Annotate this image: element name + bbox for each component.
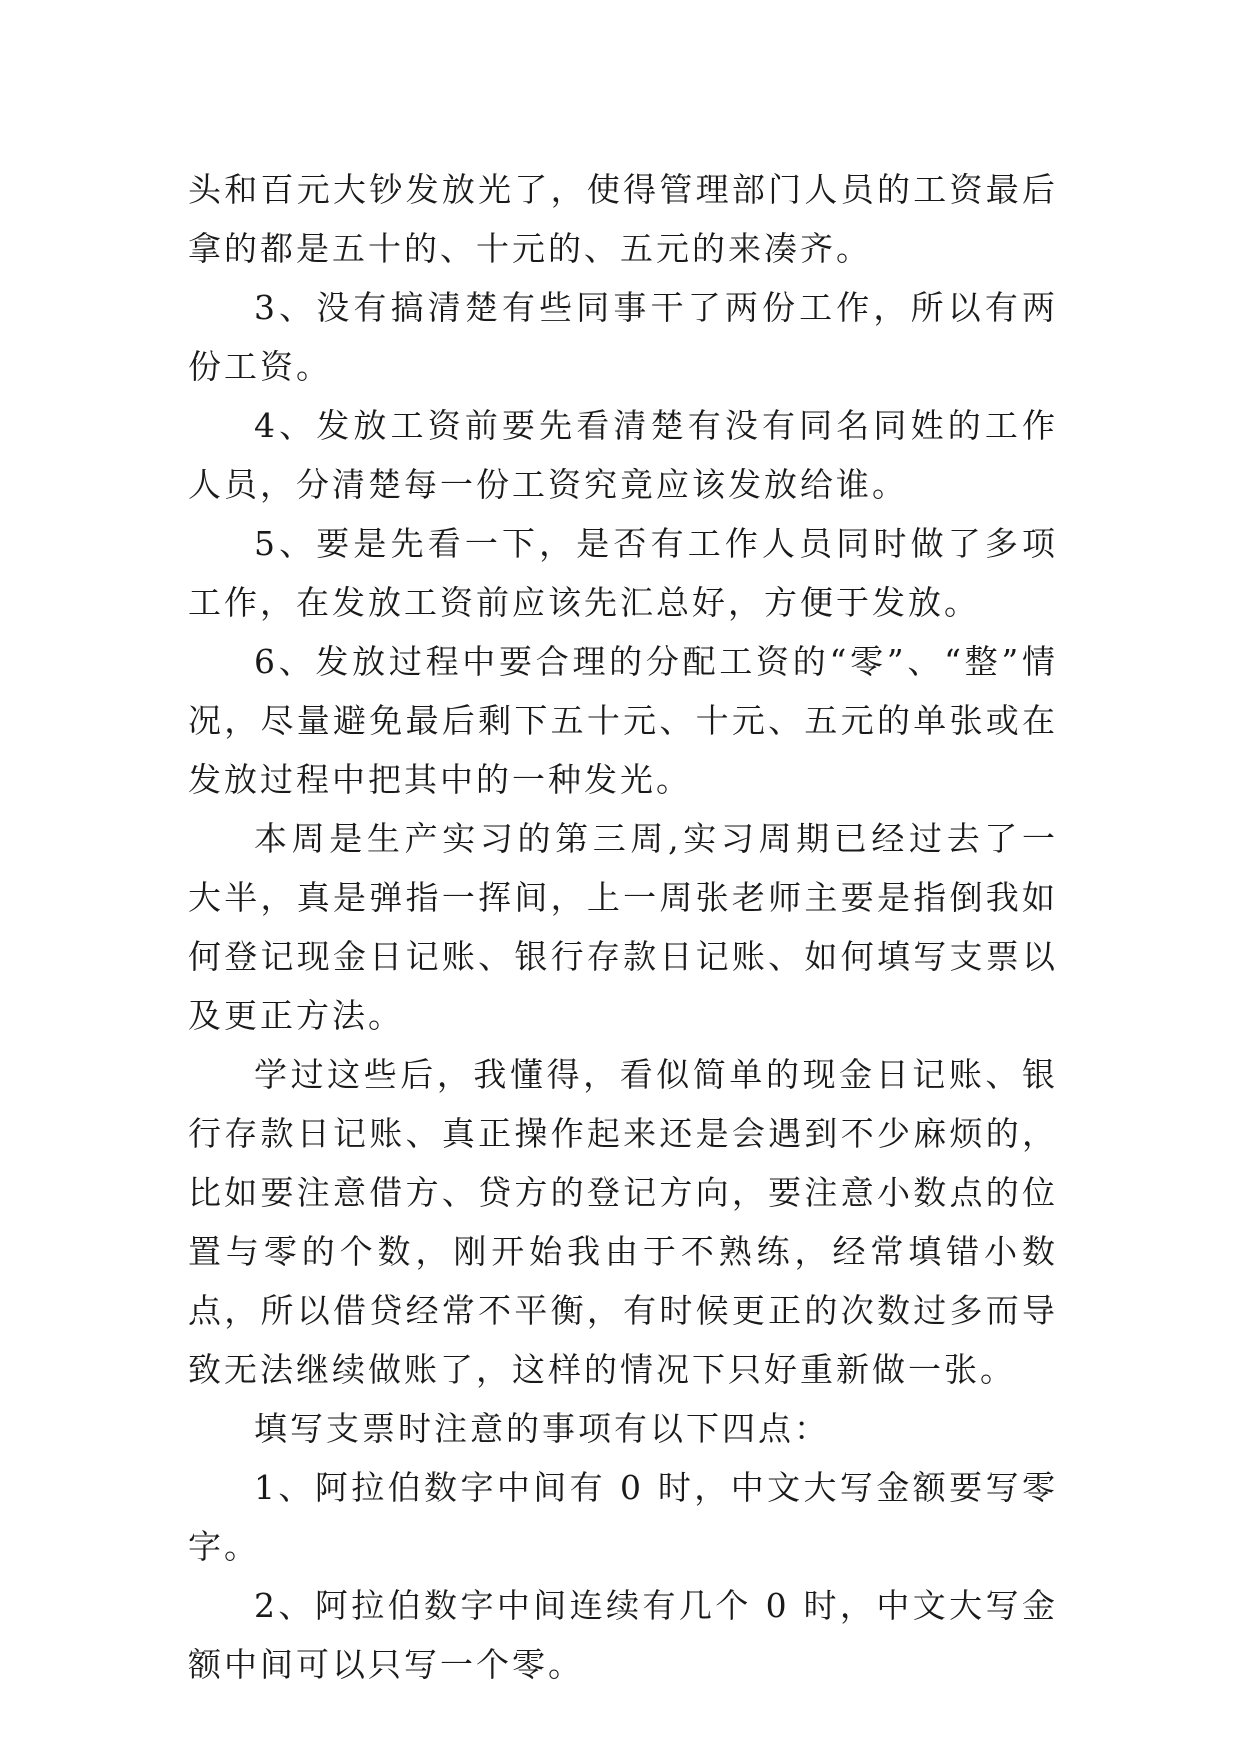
paragraph-6: 本周是生产实习的第三周,实习周期已经过去了一大半，真是弹指一挥间，上一周张老师主要是指倒我如何登记现金日记账、银行存款日记账、如何填写支票以及更正方法。 xyxy=(188,819,1058,1035)
paragraph-5: 6、发放过程中要合理的分配工资的“零”、“整”情况，尽量避免最后剩下五十元、十元、五元的单张或在发放过程中把其中的一种发光。 xyxy=(188,642,1058,799)
paragraph-4: 5、要是先看一下，是否有工作人员同时做了多项工作，在发放工资前应该先汇总好，方便于发放。 xyxy=(188,524,1058,622)
paragraph-10: 2、阿拉伯数字中间连续有几个 0 时，中文大写金额中间可以只写一个零。 xyxy=(188,1586,1058,1684)
paragraph-2: 3、没有搞清楚有些同事干了两份工作，所以有两份工资。 xyxy=(188,288,1058,386)
paragraph-3: 4、发放工资前要先看清楚有没有同名同姓的工作人员，分清楚每一份工资究竟应该发放给谁。 xyxy=(188,406,1058,504)
paragraph-1: 头和百元大钞发放光了，使得管理部门人员的工资最后拿的都是五十的、十元的、五元的来凑齐。 xyxy=(188,170,1058,268)
document-body xyxy=(188,160,1058,1694)
paragraph-9: 1、阿拉伯数字中间有 0 时，中文大写金额要写零字。 xyxy=(188,1468,1058,1566)
paragraph-8: 填写支票时注意的事项有以下四点： xyxy=(254,1409,830,1448)
paragraph-7: 学过这些后，我懂得，看似简单的现金日记账、银行存款日记账、真正操作起来还是会遇到不少麻烦的，比如要注意借方、贷方的登记方向，要注意小数点的位置与零的个数，刚开始我由于不熟练，经常填错小数点，所以借贷经常不平衡，有时候更正的次数过多而导致无法继续做账了，这样的情况下只好重新做一张。 xyxy=(188,1055,1058,1389)
